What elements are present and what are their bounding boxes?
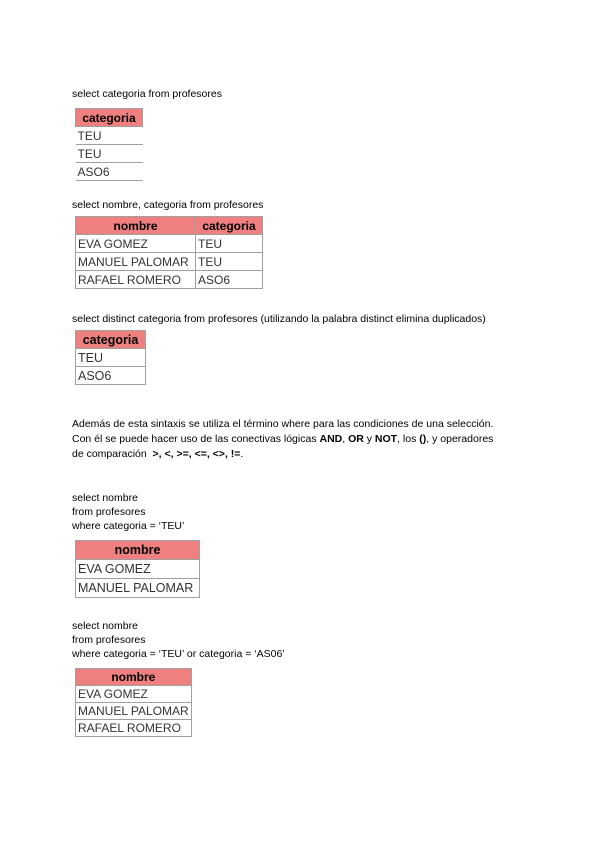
table-cell: TEU bbox=[196, 253, 263, 271]
query-5-line-2: from profesores bbox=[72, 634, 146, 646]
table-cell: EVA GOMEZ bbox=[76, 560, 200, 579]
query-2-text: select nombre, categoria from profesores bbox=[72, 199, 264, 211]
query-4-line-3: where categoria = ‘TEU’ bbox=[72, 520, 185, 532]
text-segment: , los bbox=[397, 433, 420, 445]
table-row bbox=[76, 127, 143, 145]
table-row bbox=[76, 163, 143, 181]
column-header-nombre: nombre bbox=[76, 217, 196, 235]
table-row bbox=[76, 349, 146, 367]
table-row bbox=[76, 720, 192, 737]
text-segment: . bbox=[240, 448, 244, 460]
table-row bbox=[76, 703, 192, 720]
table-cell: EVA GOMEZ bbox=[76, 235, 196, 253]
column-header-categoria: categoria bbox=[196, 217, 263, 235]
column-header-nombre: nombre bbox=[76, 541, 200, 560]
column-header-categoria: categoria bbox=[76, 331, 146, 349]
table-cell: ASO6 bbox=[76, 163, 143, 181]
text-segment: , y operadores bbox=[426, 433, 494, 445]
table-row bbox=[76, 686, 192, 703]
table-cell: MANUEL PALOMAR bbox=[76, 579, 200, 598]
table-row bbox=[76, 253, 263, 271]
table-cell: MANUEL PALOMAR bbox=[76, 253, 196, 271]
table-cell: RAFAEL ROMERO bbox=[76, 271, 196, 289]
table-cell: TEU bbox=[76, 145, 143, 163]
text-segment: , bbox=[342, 433, 349, 445]
table-cell: RAFAEL ROMERO bbox=[76, 720, 192, 737]
text-segment: y bbox=[363, 433, 375, 445]
table-cell: TEU bbox=[76, 127, 143, 145]
table-cell: TEU bbox=[196, 235, 263, 253]
result-table-5 bbox=[75, 668, 192, 737]
table-cell: ASO6 bbox=[76, 367, 146, 385]
comparison-operators: >, <, >=, <=, <>, != bbox=[152, 448, 241, 460]
text-segment: Con él se puede hacer uso de las conectivas lógicas bbox=[72, 433, 320, 445]
table-cell: MANUEL PALOMAR bbox=[76, 703, 192, 720]
paragraph-line-3 bbox=[72, 447, 243, 461]
table-cell: TEU bbox=[76, 349, 146, 367]
table-row bbox=[76, 560, 200, 579]
query-4-line-2: from profesores bbox=[72, 506, 146, 518]
query-5-line-1: select nombre bbox=[72, 620, 138, 632]
table-row bbox=[76, 579, 200, 598]
column-header-nombre: nombre bbox=[76, 669, 192, 686]
result-table-1 bbox=[75, 108, 143, 181]
result-table-2 bbox=[75, 216, 263, 289]
table-row bbox=[76, 145, 143, 163]
table-row bbox=[76, 271, 263, 289]
table-row bbox=[76, 235, 263, 253]
column-header-categoria: categoria bbox=[76, 109, 143, 127]
keyword-or: OR bbox=[348, 433, 364, 445]
result-table-4 bbox=[75, 540, 200, 598]
query-3-text: select distinct categoria from profesores (utilizando la palabra distinct elimina duplicados) bbox=[72, 313, 486, 325]
table-row bbox=[76, 367, 146, 385]
keyword-not: NOT bbox=[374, 433, 398, 445]
paragraph-line-2 bbox=[72, 432, 493, 446]
query-1-text: select categoria from profesores bbox=[72, 88, 222, 100]
paragraph-line-1: Además de esta sintaxis se utiliza el término where para las condiciones de una selección. bbox=[72, 418, 494, 430]
table-cell: EVA GOMEZ bbox=[76, 686, 192, 703]
query-5-line-3: where categoria = ‘TEU’ or categoria = ‘AS06’ bbox=[72, 648, 285, 660]
text-segment: de comparación bbox=[72, 448, 153, 460]
keyword-parens: () bbox=[419, 433, 427, 445]
result-table-3 bbox=[75, 330, 146, 385]
table-cell: ASO6 bbox=[196, 271, 263, 289]
keyword-and: AND bbox=[319, 433, 343, 445]
query-4-line-1: select nombre bbox=[72, 492, 138, 504]
